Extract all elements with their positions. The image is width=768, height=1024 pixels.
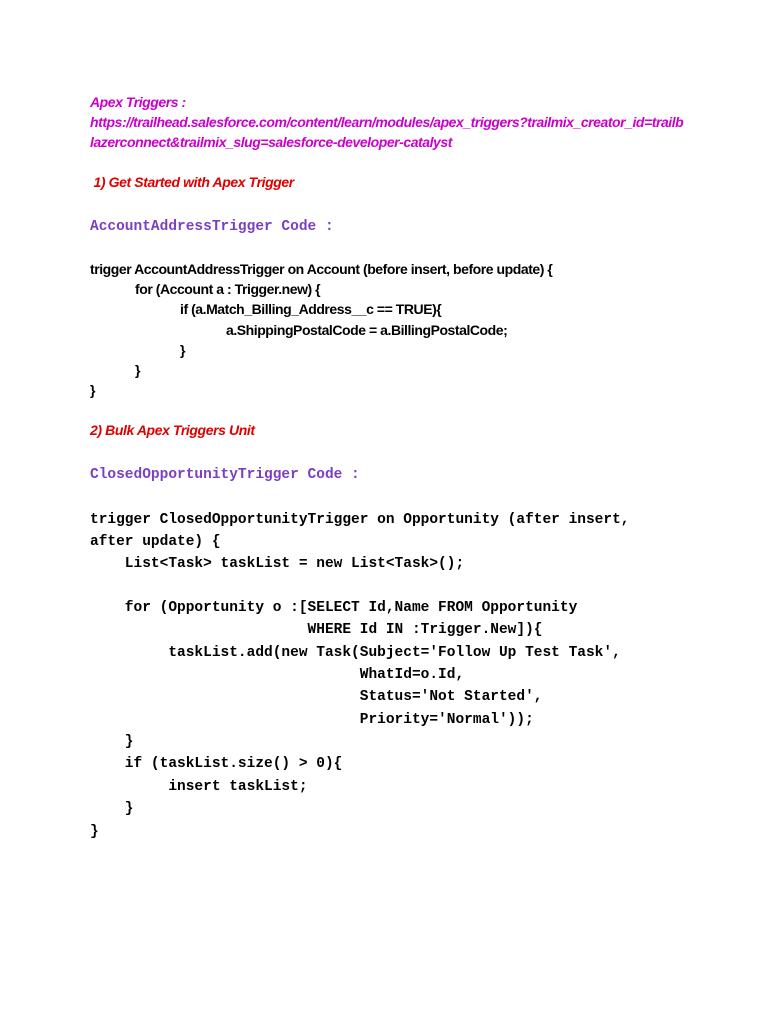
code-line: List<Task> taskList = new List<Task>();	[90, 556, 465, 572]
section-2-heading: 2) Bulk Apex Triggers Unit	[90, 422, 255, 438]
code-line: for (Opportunity o :[SELECT Id,Name FROM Opportunity	[90, 600, 578, 616]
trailhead-link-line-1[interactable]: https://trailhead.salesforce.com/content/learn/modules/apex_triggers?trailmix_creator_id=trailb	[90, 114, 684, 130]
code-line: trigger ClosedOpportunityTrigger on Opportunity (after insert,	[90, 512, 630, 528]
code-line: WHERE Id IN :Trigger.New]){	[90, 622, 543, 638]
code-line: }	[90, 824, 99, 840]
doc-title: Apex Triggers :	[90, 94, 186, 110]
code-line: Status='Not Started',	[90, 689, 543, 705]
code-line: }	[90, 801, 134, 817]
code-line: }	[135, 362, 140, 378]
code-line: for (Account a : Trigger.new) {	[135, 281, 321, 297]
code-line: a.ShippingPostalCode = a.BillingPostalCode;	[226, 322, 508, 338]
code-line: insert taskList;	[90, 779, 308, 795]
section-2-code-title: ClosedOpportunityTrigger Code :	[90, 467, 360, 483]
code-line: if (a.Match_Billing_Address__c == TRUE){	[180, 301, 442, 317]
code-line: }	[90, 382, 95, 398]
code-line: Priority='Normal'));	[90, 712, 534, 728]
code-line: }	[90, 734, 134, 750]
code-line: after update) {	[90, 534, 221, 550]
code-line: if (taskList.size() > 0){	[90, 756, 343, 772]
code-line: taskList.add(new Task(Subject='Follow Up Test Task',	[90, 645, 621, 661]
code-line: WhatId=o.Id,	[90, 667, 465, 683]
code-line: }	[180, 342, 185, 358]
section-1-heading: 1) Get Started with Apex Trigger	[90, 174, 294, 190]
trailhead-link-line-2[interactable]: lazerconnect&trailmix_slug=salesforce-developer-catalyst	[90, 134, 452, 150]
code-line: trigger AccountAddressTrigger on Account (before insert, before update) {	[90, 261, 553, 277]
section-1-code-title: AccountAddressTrigger Code :	[90, 219, 334, 235]
